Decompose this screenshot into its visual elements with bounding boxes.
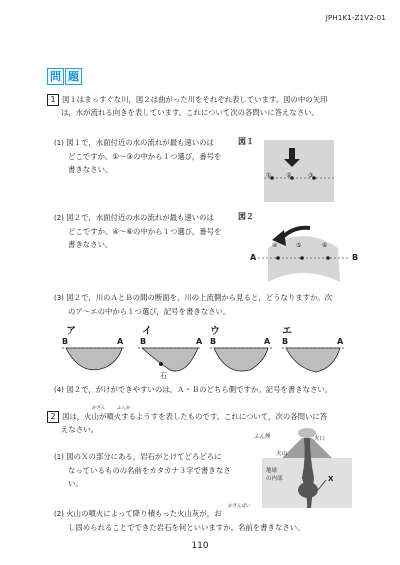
volcano-label-x: X [328, 475, 334, 483]
volcano-label-inside-2: の内部 [266, 476, 283, 482]
option-i-left: B [140, 337, 147, 346]
option-u-left: B [210, 337, 217, 346]
fig1-flow-arrow-shaft [289, 148, 295, 160]
option-e-right: A [337, 337, 344, 346]
fig1-label: 図１ [238, 137, 254, 146]
q1-sub2 [54, 211, 239, 251]
q2-sub2 [54, 507, 364, 534]
q1-sub1-line2: どこですか。①～③の中から１つ選び，番号を [68, 152, 222, 161]
page-number: 110 [191, 541, 209, 551]
fig2-point-6 [326, 256, 330, 260]
q1-sub4-text: 図２で，がけができやすいのは，Ａ・Ｂのどちら側ですか。記号を書きなさい。 [66, 385, 333, 394]
fig1-point-label-1: ① [266, 172, 272, 179]
section-title [47, 68, 82, 85]
q1-intro-line2: は，水が流れる向きを表しています。これについて次の各問いに答えなさい。 [61, 108, 319, 117]
cross-section-u [210, 348, 272, 371]
q2-sub2-line1: 火山の噴火によって降り積もった火山灰が，お [66, 509, 222, 518]
option-label-u: ウ [210, 326, 220, 337]
q1-sub4-number: (4) [54, 386, 64, 394]
fig2-label: 図２ [238, 212, 254, 221]
option-cross-sections [60, 346, 350, 380]
q2-sub1-line3: い。 [68, 479, 83, 488]
q1-sub2-line2: どこですか。④～⑥の中から１つ選び，番号を [68, 227, 222, 236]
q2-number: 2 [47, 411, 59, 423]
q1-sub3 [54, 291, 374, 318]
stone-label: 石 [160, 372, 167, 380]
fig2-label-B: B [352, 253, 359, 262]
q1-sub1-number: (1) [54, 139, 64, 147]
cross-section-i [138, 348, 202, 371]
volcano-label-cloud: ふん煙 [254, 434, 271, 440]
fig2-point-label-5: ⑤ [296, 242, 302, 249]
volcano-label-crater: 火口 [314, 436, 326, 442]
option-label-e: エ [282, 326, 292, 337]
option-u-right: A [264, 337, 271, 346]
fig2-point-label-4: ④ [272, 242, 278, 249]
q1-sub2-line3: 書きなさい。 [68, 240, 113, 249]
fig1-straight-river [264, 140, 334, 202]
q1-sub1 [54, 136, 239, 176]
q1-sub1-line1: 図１で，水面付近の水の流れが最も速いのは [66, 138, 214, 147]
q2-sub1-line2: なっているものの名前をカタカナ３字で書きなさ [68, 466, 231, 475]
q1-sub2-line1: 図２で，水面付近の水の流れが最も速いのは [66, 213, 214, 222]
section-title-char-1: 問 [47, 68, 64, 85]
q1-intro [47, 93, 367, 119]
q1-sub3-line1: 図２で，川のＡとＢの間の断面を，川の上流側から見ると，どうなりますか。次 [66, 293, 333, 302]
q2-intro-line2: えなさい。 [61, 425, 98, 434]
q2-sub1-number: (1) [54, 453, 64, 461]
q1-sub2-number: (2) [54, 214, 64, 222]
option-label-i: イ [142, 326, 152, 337]
q2-sub1 [54, 450, 269, 490]
fig1-point-label-2: ② [286, 172, 292, 179]
q2-intro-line1: 図は，火山が噴火するようすを表したものです。これについて，次の各問いに答 [62, 412, 328, 421]
magma-chamber [298, 482, 318, 498]
section-title-char-2: 題 [65, 68, 82, 85]
cross-section-a [62, 348, 126, 370]
q1-intro-line1: 図１はまっすぐな川，図２は曲がった川をそれぞれ表しています。図の中の矢印 [62, 95, 328, 104]
q1-sub4 [54, 383, 374, 397]
q2-sub1-line1: 図のＸの部分にある，岩石がとけてどろどろに [66, 452, 222, 461]
fig2-curved-river [258, 214, 348, 284]
q2-sub2-number: (2) [54, 510, 64, 518]
fig2-label-A: A [250, 253, 257, 262]
q2-ruby-kazanbai: かざんばい [228, 504, 251, 509]
option-e-left: B [282, 337, 289, 346]
option-i-right: A [196, 337, 203, 346]
option-a-right: A [117, 337, 124, 346]
fig2-point-label-6: ⑥ [322, 242, 328, 249]
q1-number: 1 [47, 94, 59, 106]
q2-sub2-line2: し固められることでできた岩石を何といいますか。名前を書きなさい。 [68, 523, 305, 532]
q2-ruby-kazan: かざん [92, 406, 106, 411]
q1-sub1-line3: 書きなさい。 [68, 165, 113, 174]
volcano-label-mountain: 火山 [276, 451, 288, 457]
volcano-label-inside-1: 地球 [266, 468, 278, 474]
q1-sub3-line2: のア～エの中から１つ選び，記号を書きなさい。 [68, 307, 231, 316]
header-code: JPH1K1-Z1V2-01 [325, 14, 386, 22]
option-a-left: B [62, 337, 69, 346]
q2-ruby-funka: ふんか [117, 406, 131, 411]
fig1-river-water [264, 140, 334, 202]
fig2-point-5 [300, 256, 304, 260]
cross-section-e [282, 348, 344, 372]
q1-sub3-number: (3) [54, 294, 64, 302]
fig2-point-4 [276, 256, 280, 260]
option-label-a: ア [66, 326, 76, 337]
fig1-point-label-3: ③ [308, 172, 314, 179]
